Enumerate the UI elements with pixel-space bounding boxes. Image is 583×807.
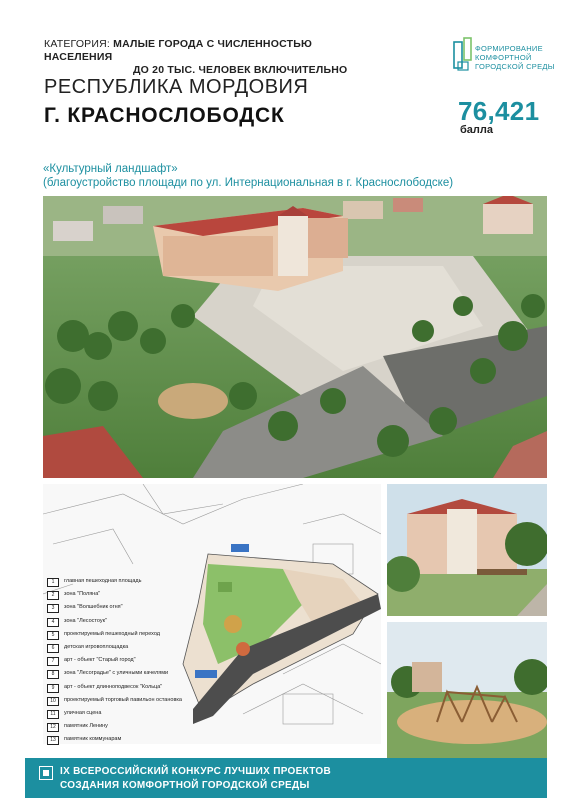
legend-number: 11 bbox=[47, 710, 59, 719]
category-value-line2: ДО 20 ТЫС. ЧЕЛОВЕК ВКЛЮЧИТЕЛЬНО bbox=[133, 64, 348, 76]
logo-text bbox=[475, 44, 555, 71]
building-render-image bbox=[387, 484, 547, 616]
legend-number: 4 bbox=[47, 618, 59, 627]
category-value-line1: МАЛЫЕ ГОРОДА С ЧИСЛЕННОСТЬЮ НАСЕЛЕНИЯ bbox=[44, 38, 312, 63]
legend-number: 13 bbox=[47, 736, 59, 745]
legend-number: 3 bbox=[47, 604, 59, 613]
legend-label: зона "Волшебник огня" bbox=[64, 604, 123, 611]
legend-number: 12 bbox=[47, 723, 59, 732]
program-logo bbox=[453, 36, 563, 76]
project-description: (благоустройство площади по ул. Интернациональная в г. Краснослободске) bbox=[43, 177, 454, 189]
project-name: «Культурный ландшафт» bbox=[43, 163, 178, 175]
region-title: РЕСПУБЛИКА МОРДОВИЯ bbox=[44, 76, 309, 98]
category-block bbox=[44, 38, 374, 77]
legend-label: арт - объект длинноподвесок "Кольца" bbox=[64, 683, 163, 690]
legend-label: проектируемый торговый павильон остановка bbox=[64, 696, 182, 703]
legend-item bbox=[47, 720, 207, 733]
legend-number: 6 bbox=[47, 644, 59, 653]
legend-number: 8 bbox=[47, 670, 59, 679]
legend-item bbox=[47, 615, 207, 628]
legend-item bbox=[47, 601, 207, 614]
legend-number: 10 bbox=[47, 697, 59, 706]
legend-label: памятник Ленину bbox=[64, 723, 108, 730]
legend-item bbox=[47, 641, 207, 654]
playground-render-illustration bbox=[387, 622, 547, 758]
legend-label: проектируемый пешеходный переход bbox=[64, 630, 160, 637]
category-label: КАТЕГОРИЯ: bbox=[44, 38, 111, 50]
legend-number: 5 bbox=[47, 631, 59, 640]
logo-line1: ФОРМИРОВАНИЕ bbox=[475, 44, 543, 53]
legend-label: детская игровоплощадка bbox=[64, 643, 129, 650]
aerial-render-illustration bbox=[43, 196, 547, 478]
score-unit: балла bbox=[460, 124, 494, 136]
logo-icon bbox=[453, 36, 473, 74]
footer-line2: СОЗДАНИЯ КОМФОРТНОЙ ГОРОДСКОЙ СРЕДЫ bbox=[60, 780, 310, 791]
legend-item bbox=[47, 707, 207, 720]
legend-item bbox=[47, 694, 207, 707]
plan-legend bbox=[47, 575, 207, 746]
contest-icon bbox=[39, 766, 53, 780]
legend-label: зона "Поляна" bbox=[64, 591, 101, 598]
aerial-render-image bbox=[43, 196, 547, 478]
playground-render-image bbox=[387, 622, 547, 758]
score-value: 76,421 bbox=[458, 96, 540, 126]
footer-line1: IX ВСЕРОССИЙСКИЙ КОНКУРС ЛУЧШИХ ПРОЕКТОВ bbox=[60, 766, 332, 777]
legend-item bbox=[47, 667, 207, 680]
legend-label: зона "Лесоградье" с уличными качелями bbox=[64, 670, 169, 677]
legend-item bbox=[47, 733, 207, 746]
legend-item bbox=[47, 628, 207, 641]
logo-line2: КОМФОРТНОЙ bbox=[475, 53, 532, 62]
legend-label: уличная сцена bbox=[64, 709, 102, 716]
footer-banner bbox=[25, 758, 547, 798]
legend-item bbox=[47, 575, 207, 588]
logo-line3: ГОРОДСКОЙ СРЕДЫ bbox=[475, 62, 555, 71]
legend-number: 9 bbox=[47, 684, 59, 693]
legend-label: памятник коммунарам bbox=[64, 736, 122, 743]
legend-number: 7 bbox=[47, 657, 59, 666]
legend-label: арт - объект "Старый город" bbox=[64, 657, 136, 664]
legend-item bbox=[47, 654, 207, 667]
legend-label: зона "Лесостоук" bbox=[64, 617, 107, 624]
legend-item bbox=[47, 681, 207, 694]
legend-label: главная пешеходная площадь bbox=[64, 578, 142, 584]
legend-number: 1 bbox=[47, 578, 59, 587]
legend-item bbox=[47, 588, 207, 601]
legend-number: 2 bbox=[47, 591, 59, 600]
building-render-illustration bbox=[387, 484, 547, 616]
city-title: Г. КРАСНОСЛОБОДСК bbox=[44, 104, 285, 127]
